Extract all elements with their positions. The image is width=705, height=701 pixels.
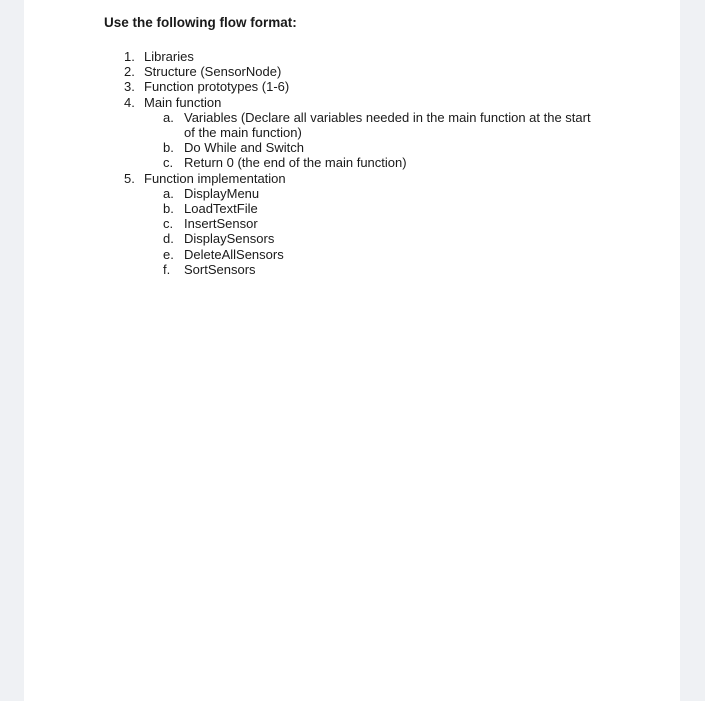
list-item-number: 3.	[124, 79, 135, 94]
list-item-text: Libraries	[144, 49, 194, 64]
list-item-text: DisplaySensors	[184, 231, 275, 246]
list-item-letter: f.	[163, 262, 171, 277]
list-item-letter: c.	[163, 155, 174, 170]
list-item-text: Function implementation	[144, 171, 286, 186]
list-item-letter: c.	[163, 216, 174, 231]
list-item-text: Structure (SensorNode)	[144, 64, 282, 79]
list-item-letter: d.	[163, 231, 174, 246]
list-item-number: 1.	[124, 49, 135, 64]
list-item-text: InsertSensor	[184, 216, 258, 231]
list-item-text: Do While and Switch	[184, 140, 304, 155]
list-item-text: Function prototypes (1-6)	[144, 79, 290, 94]
list-item-letter: a.	[163, 110, 174, 125]
list-item-text: Variables (Declare all variables needed in the main function at the start	[184, 110, 591, 125]
list-item-text: of the main function)	[184, 125, 302, 140]
list-item-number: 2.	[124, 64, 135, 79]
list-item-text: Main function	[144, 95, 222, 110]
list-item-letter: b.	[163, 201, 174, 216]
list-item-number: 4.	[124, 95, 135, 110]
list-item-letter: a.	[163, 186, 174, 201]
list-item-letter: b.	[163, 140, 174, 155]
list-item-text: Return 0 (the end of the main function)	[184, 155, 407, 170]
document-page	[24, 0, 680, 701]
list-item-text: LoadTextFile	[184, 201, 258, 216]
list-item-number: 5.	[124, 171, 135, 186]
list-item-text: DeleteAllSensors	[184, 247, 284, 262]
list-item-text: SortSensors	[184, 262, 256, 277]
list-item-letter: e.	[163, 247, 174, 262]
list-item-text: DisplayMenu	[184, 186, 260, 201]
document-heading: Use the following flow format:	[104, 15, 297, 30]
